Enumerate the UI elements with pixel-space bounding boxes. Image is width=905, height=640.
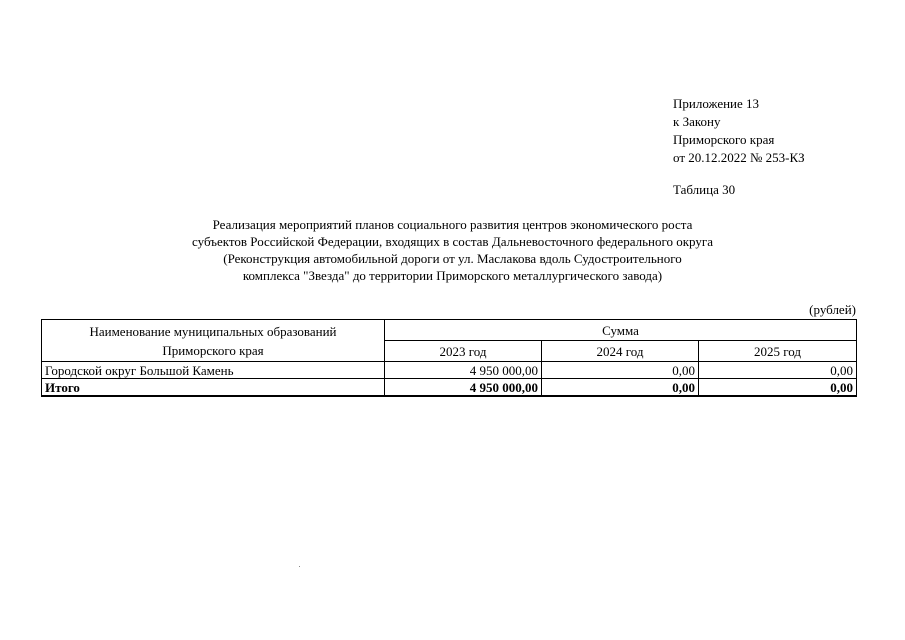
appendix-line: от 20.12.2022 № 253-КЗ [673,150,805,165]
title-line: субъектов Российской Федерации, входящих в состав Дальневосточного федерального округа [192,234,713,249]
appendix-line: Приморского края [673,132,775,147]
appendix-line: к Закону [673,114,721,129]
total-amount-cell: 0,00 [699,379,857,397]
scan-speck [299,566,300,567]
header-year: 2023 год [385,341,542,362]
header-municipality [42,320,385,362]
title-line: (Реконструкция автомобильной дороги от ул. Маслакова вдоль Судостроительного [223,251,682,266]
total-row [42,379,857,397]
header-year: 2024 год [542,341,699,362]
amount-cell: 0,00 [542,362,699,379]
table-number: Таблица 30 [673,182,736,197]
document-title [120,216,785,284]
header-municipality-line: Приморского края [162,342,264,358]
total-amount-cell: 0,00 [542,379,699,397]
total-amount-cell: 4 950 000,00 [385,379,542,397]
budget-table [41,319,857,397]
appendix-block [673,95,805,167]
amount-cell: 4 950 000,00 [385,362,542,379]
table-row [42,362,857,379]
header-sum: Сумма [385,320,857,341]
title-line: Реализация мероприятий планов социального развития центров экономического роста [212,217,693,232]
appendix-line: Приложение 13 [673,96,760,111]
header-municipality-line: Наименование муниципальных образований [89,323,337,339]
municipality-name: Городской округ Большой Камень [42,362,385,379]
units-label: (рублей) [809,302,856,317]
header-year: 2025 год [699,341,857,362]
amount-cell: 0,00 [699,362,857,379]
total-label: Итого [42,379,385,397]
title-line: комплекса "Звезда" до территории Приморского металлургического завода) [242,268,663,283]
